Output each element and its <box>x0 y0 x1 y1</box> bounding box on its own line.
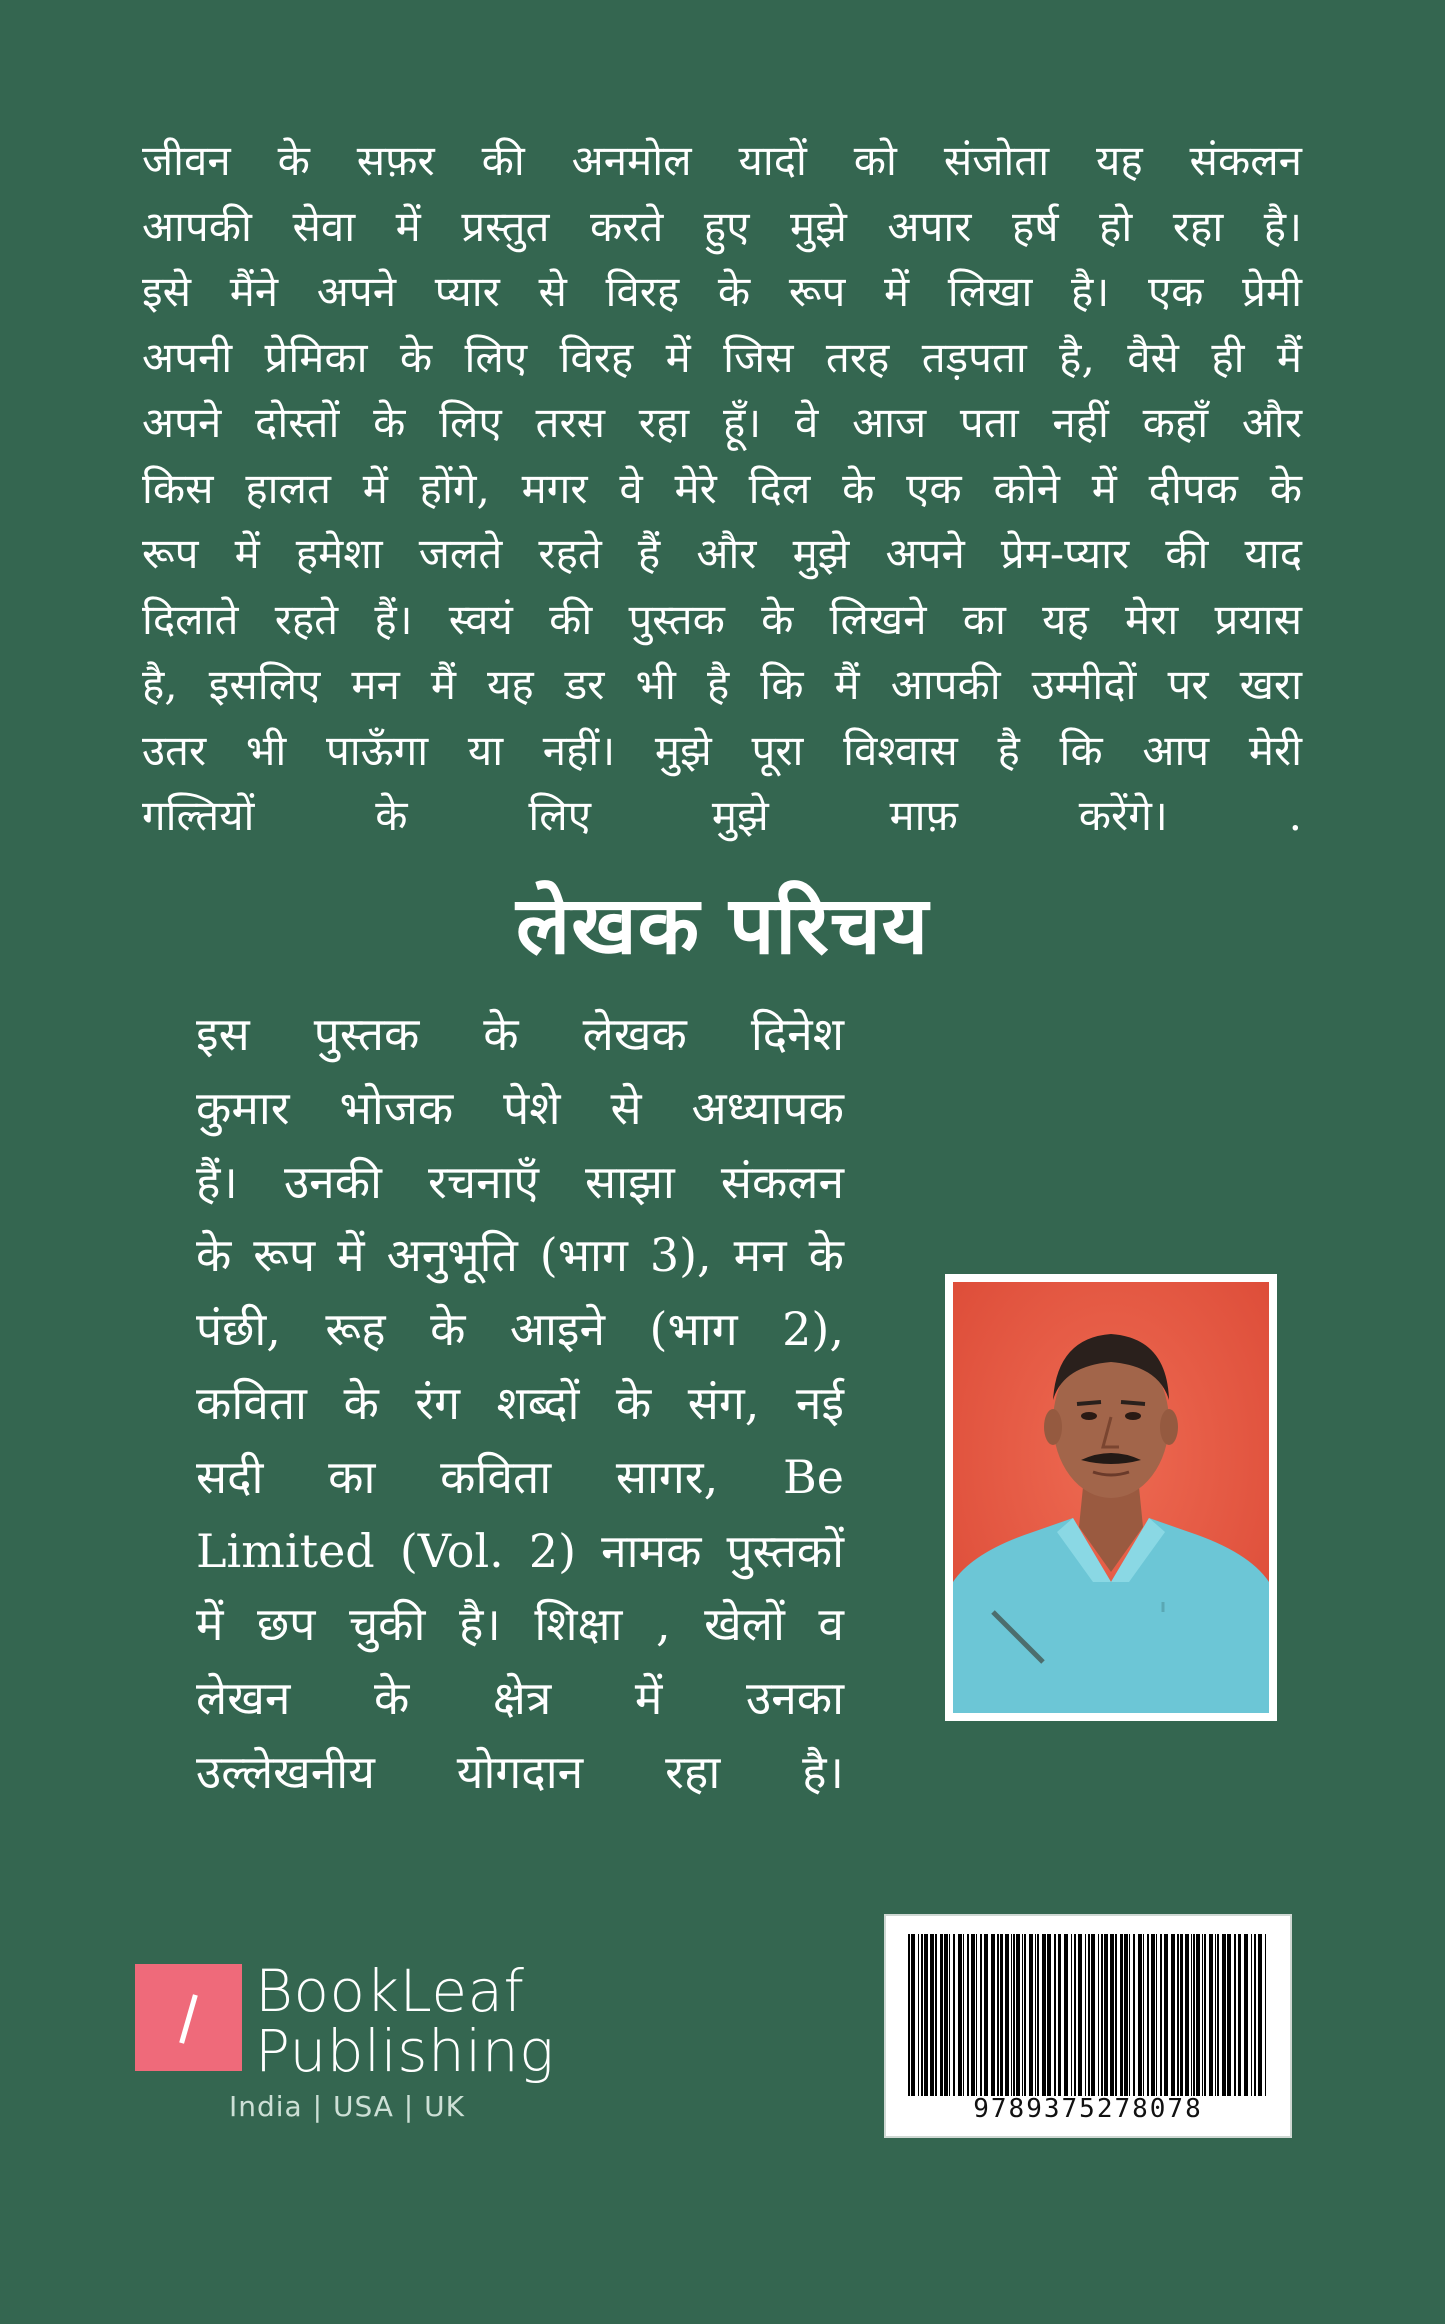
bio-line: लेखन के क्षेत्र में उनका <box>196 1671 844 1726</box>
bio-line: सदी का कविता सागर, Be <box>196 1449 844 1504</box>
back-cover-blurb <box>142 128 1302 849</box>
author-intro-heading: लेखक परिचय <box>515 878 930 972</box>
bio-line: कुमार भोजक पेशे से अध्यापक <box>196 1080 844 1135</box>
blurb-line: दिलाते रहते हैं। स्वयं की पुस्तक के लिखने का यह मेरा प्रयास <box>142 594 1302 644</box>
blurb-line: गल्तियों के लिए मुझे माफ़ करेंगे। . <box>142 791 1302 840</box>
bio-line: Limited (Vol. 2) नामक पुस्तकों <box>196 1523 844 1578</box>
bio-line: इस पुस्तक के लेखक दिनेश <box>196 1007 844 1061</box>
bio-line: के रूप में अनुभूति (भाग 3), मन के <box>196 1228 844 1283</box>
blurb-line: अपनी प्रेमिका के लिए विरह में जिस तरह तड़पता है, वैसे ही मैं <box>142 332 1302 382</box>
isbn-barcode <box>884 1914 1292 2138</box>
bio-line: हैं। उनकी रचनाएँ साझा संकलन <box>196 1154 844 1209</box>
author-photo <box>945 1274 1277 1721</box>
publisher-name-line2: Publishing <box>255 2017 555 2085</box>
blurb-line: रूप में हमेशा जलते रहते हैं और मुझे अपने प्रेम-प्यार की याद <box>142 529 1302 578</box>
bio-line: में छप चुकी है। शिक्षा , खेलों व <box>196 1597 844 1652</box>
isbn-number: 9789375278078 <box>973 2094 1203 2124</box>
slash-icon <box>135 1964 242 2071</box>
blurb-line: उतर भी पाऊँगा या नहीं। मुझे पूरा विश्वास है कि आप मेरी <box>142 725 1302 775</box>
bio-line: कविता के रंग शब्दों के संग, नई <box>196 1375 844 1430</box>
blurb-line: किस हालत में होंगे, मगर वे मेरे दिल के एक कोने में दीपक के <box>142 463 1302 513</box>
bio-line: पंछी, रूह के आइने (भाग 2), <box>196 1302 844 1357</box>
blurb-line: अपने दोस्तों के लिए तरस रहा हूँ। वे आज पता नहीं कहाँ और <box>142 398 1302 447</box>
bio-line: उल्लेखनीय योगदान रहा है। <box>196 1744 844 1799</box>
barcode-bars <box>906 1934 1272 2096</box>
blurb-line: आपकी सेवा में प्रस्तुत करते हुए मुझे अपार हर्ष हो रहा है। <box>142 201 1302 251</box>
publisher-regions: India | USA | UK <box>229 2090 465 2123</box>
publisher-logo <box>135 1957 555 2140</box>
publisher-name-line1: BookLeaf <box>255 1957 525 2025</box>
blurb-line: है, इसलिए मन मैं यह डर भी है कि मैं आपकी उम्मीदों पर खरा <box>142 660 1302 709</box>
author-bio <box>196 998 844 1810</box>
blurb-line: जीवन के सफ़र की अनमोल यादों को संजोता यह संकलन <box>142 136 1302 185</box>
author-portrait-image <box>953 1282 1269 1713</box>
blurb-line: इसे मैंने अपने प्यार से विरह के रूप में लिखा है। एक प्रेमी <box>142 267 1302 316</box>
